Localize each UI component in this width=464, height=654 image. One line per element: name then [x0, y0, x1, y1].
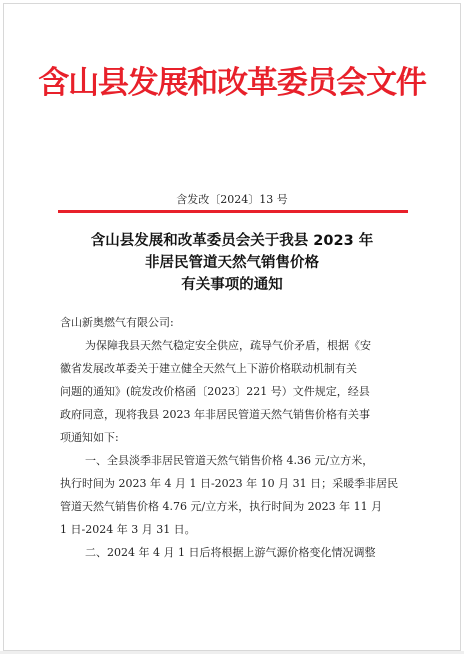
document-title [0, 230, 464, 296]
body-line: 项通知如下: [60, 431, 119, 444]
body-line: 1 日-2024 年 3 月 31 日。 [60, 523, 196, 536]
body-line: 徽省发展改革委关于建立健全天然气上下游价格联动机制有关 [60, 362, 357, 375]
body-line: 一、全县淡季非居民管道天然气销售价格 4.36 元/立方米， [85, 454, 374, 467]
body-line: 为保障我县天然气稳定安全供应，疏导气价矛盾，根据《安 [85, 339, 371, 352]
title-line-1: 含山县发展和改革委员会关于我县 2023 年 [90, 233, 374, 249]
title-line-3: 有关事项的通知 [181, 277, 283, 293]
document-number: 含发改〔2024〕13 号 [176, 193, 288, 206]
org-header-title: 含山县发展和改革委员会文件 [38, 65, 426, 101]
body-line: 政府同意，现将我县 2023 年非居民管道天然气销售价格有关事 [60, 408, 370, 421]
body-line: 管道天然气销售价格 4.76 元/立方米，执行时间为 2023 年 11 月 [60, 500, 383, 513]
salutation: 含山新奥燃气有限公司: [60, 316, 174, 329]
document-body [60, 311, 410, 564]
body-line: 问题的通知》(皖发改价格函〔2023〕221 号）文件规定，经县 [60, 385, 370, 398]
body-line: 二、2024 年 4 月 1 日后将根据上游气源价格变化情况调整 [85, 546, 376, 559]
red-divider-rule [58, 210, 408, 213]
title-line-2: 非居民管道天然气销售价格 [145, 255, 319, 271]
body-line: 执行时间为 2023 年 4 月 1 日-2023 年 10 月 31 日；采暖季非居民 [60, 477, 399, 490]
